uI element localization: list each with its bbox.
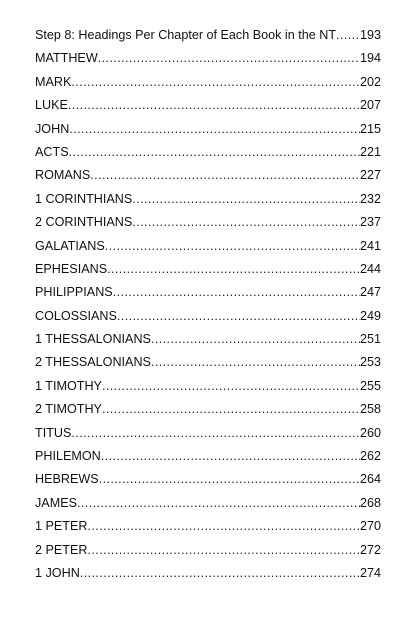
toc-entry-page: 232 [359,191,381,206]
toc-leader-dots [132,188,360,211]
toc-entry-page: 237 [359,215,381,230]
toc-entry-title: 2 THESSALONIANS [35,355,151,370]
toc-entry-page: 202 [359,74,381,89]
toc-entry-title: 2 CORINTHIANS [35,215,133,230]
toc-leader-dots [71,422,360,445]
toc-entry-title: Step 8: Headings Per Chapter of Each Book in the NT [35,28,337,42]
toc-entry [35,24,381,47]
toc-leader-dots [69,118,360,141]
toc-leader-dots [132,211,360,234]
toc-entry [35,94,381,117]
toc-entry [35,468,381,491]
toc-entry-page: 244 [359,261,381,276]
toc-leader-dots [80,562,360,585]
toc-entry [35,281,381,304]
toc-entry [35,398,381,421]
toc-leader-dots [98,47,360,70]
toc-leader-dots [68,94,360,117]
toc-entry-title: TITUS [35,425,72,440]
toc-entry-title: 1 THESSALONIANS [35,332,151,347]
toc-entry [35,351,381,374]
toc-entry-page: 268 [359,495,381,510]
toc-entry-title: PHILIPPIANS [35,285,113,300]
table-of-contents [35,24,381,585]
toc-entry [35,71,381,94]
toc-entry-page: 227 [359,168,381,183]
toc-entry-title: MATTHEW [35,51,98,66]
toc-leader-dots [336,24,360,47]
toc-entry [35,141,381,164]
toc-leader-dots [71,71,360,94]
toc-entry [35,539,381,562]
toc-leader-dots [101,445,360,468]
toc-entry-page: 194 [359,51,381,66]
toc-leader-dots [151,328,360,351]
toc-leader-dots [102,375,360,398]
toc-leader-dots [105,235,360,258]
toc-entry-title: 2 TIMOTHY [35,402,102,417]
toc-leader-dots [102,398,360,421]
toc-entry-page: 253 [359,355,381,370]
toc-entry-title: 1 JOHN [35,565,80,580]
toc-leader-dots [69,141,360,164]
toc-entry-title: ACTS [35,144,69,159]
toc-entry-page: 260 [359,425,381,440]
toc-entry-page: 251 [359,332,381,347]
toc-entry-page: 241 [359,238,381,253]
toc-entry-page: 207 [359,98,381,113]
toc-entry [35,211,381,234]
toc-entry-page: 258 [359,402,381,417]
toc-entry-title: 1 PETER [35,519,88,534]
toc-entry-page: 215 [359,121,381,136]
toc-entry [35,492,381,515]
toc-entry-title: MARK [35,74,72,89]
toc-entry-title: PHILEMON [35,449,101,464]
toc-leader-dots [113,281,360,304]
toc-entry-page: 272 [359,542,381,557]
toc-leader-dots [90,164,360,187]
toc-entry-title: HEBREWS [35,472,99,487]
toc-entry [35,118,381,141]
toc-leader-dots [151,351,360,374]
toc-entry-page: 274 [359,565,381,580]
toc-entry-page: 193 [359,28,381,42]
toc-entry-page: 255 [359,378,381,393]
toc-entry [35,258,381,281]
toc-leader-dots [99,468,360,491]
toc-entry [35,305,381,328]
toc-entry-title: 1 TIMOTHY [35,378,102,393]
toc-entry [35,445,381,468]
toc-entry-page: 264 [359,472,381,487]
toc-entry [35,515,381,538]
toc-entry-page: 247 [359,285,381,300]
toc-entry-title: ROMANS [35,168,91,183]
toc-leader-dots [77,492,360,515]
toc-entry [35,375,381,398]
toc-entry-page: 262 [359,449,381,464]
toc-leader-dots [117,305,360,328]
toc-entry [35,328,381,351]
toc-entry-title: COLOSSIANS [35,308,117,323]
toc-entry-title: GALATIANS [35,238,105,253]
toc-entry [35,562,381,585]
toc-entry-title: EPHESIANS [35,261,108,276]
toc-entry [35,422,381,445]
toc-leader-dots [88,539,360,562]
toc-entry [35,164,381,187]
toc-entry-title: 1 CORINTHIANS [35,191,133,206]
toc-entry [35,188,381,211]
toc-entry-title: JAMES [35,495,77,510]
toc-entry-title: JOHN [35,121,70,136]
toc-entry-title: 2 PETER [35,542,88,557]
toc-entry [35,47,381,70]
toc-entry-page: 221 [359,144,381,159]
toc-leader-dots [88,515,360,538]
toc-entry-page: 270 [359,519,381,534]
toc-entry-title: LUKE [35,98,68,113]
toc-entry-page: 249 [359,308,381,323]
toc-leader-dots [107,258,360,281]
toc-entry [35,235,381,258]
